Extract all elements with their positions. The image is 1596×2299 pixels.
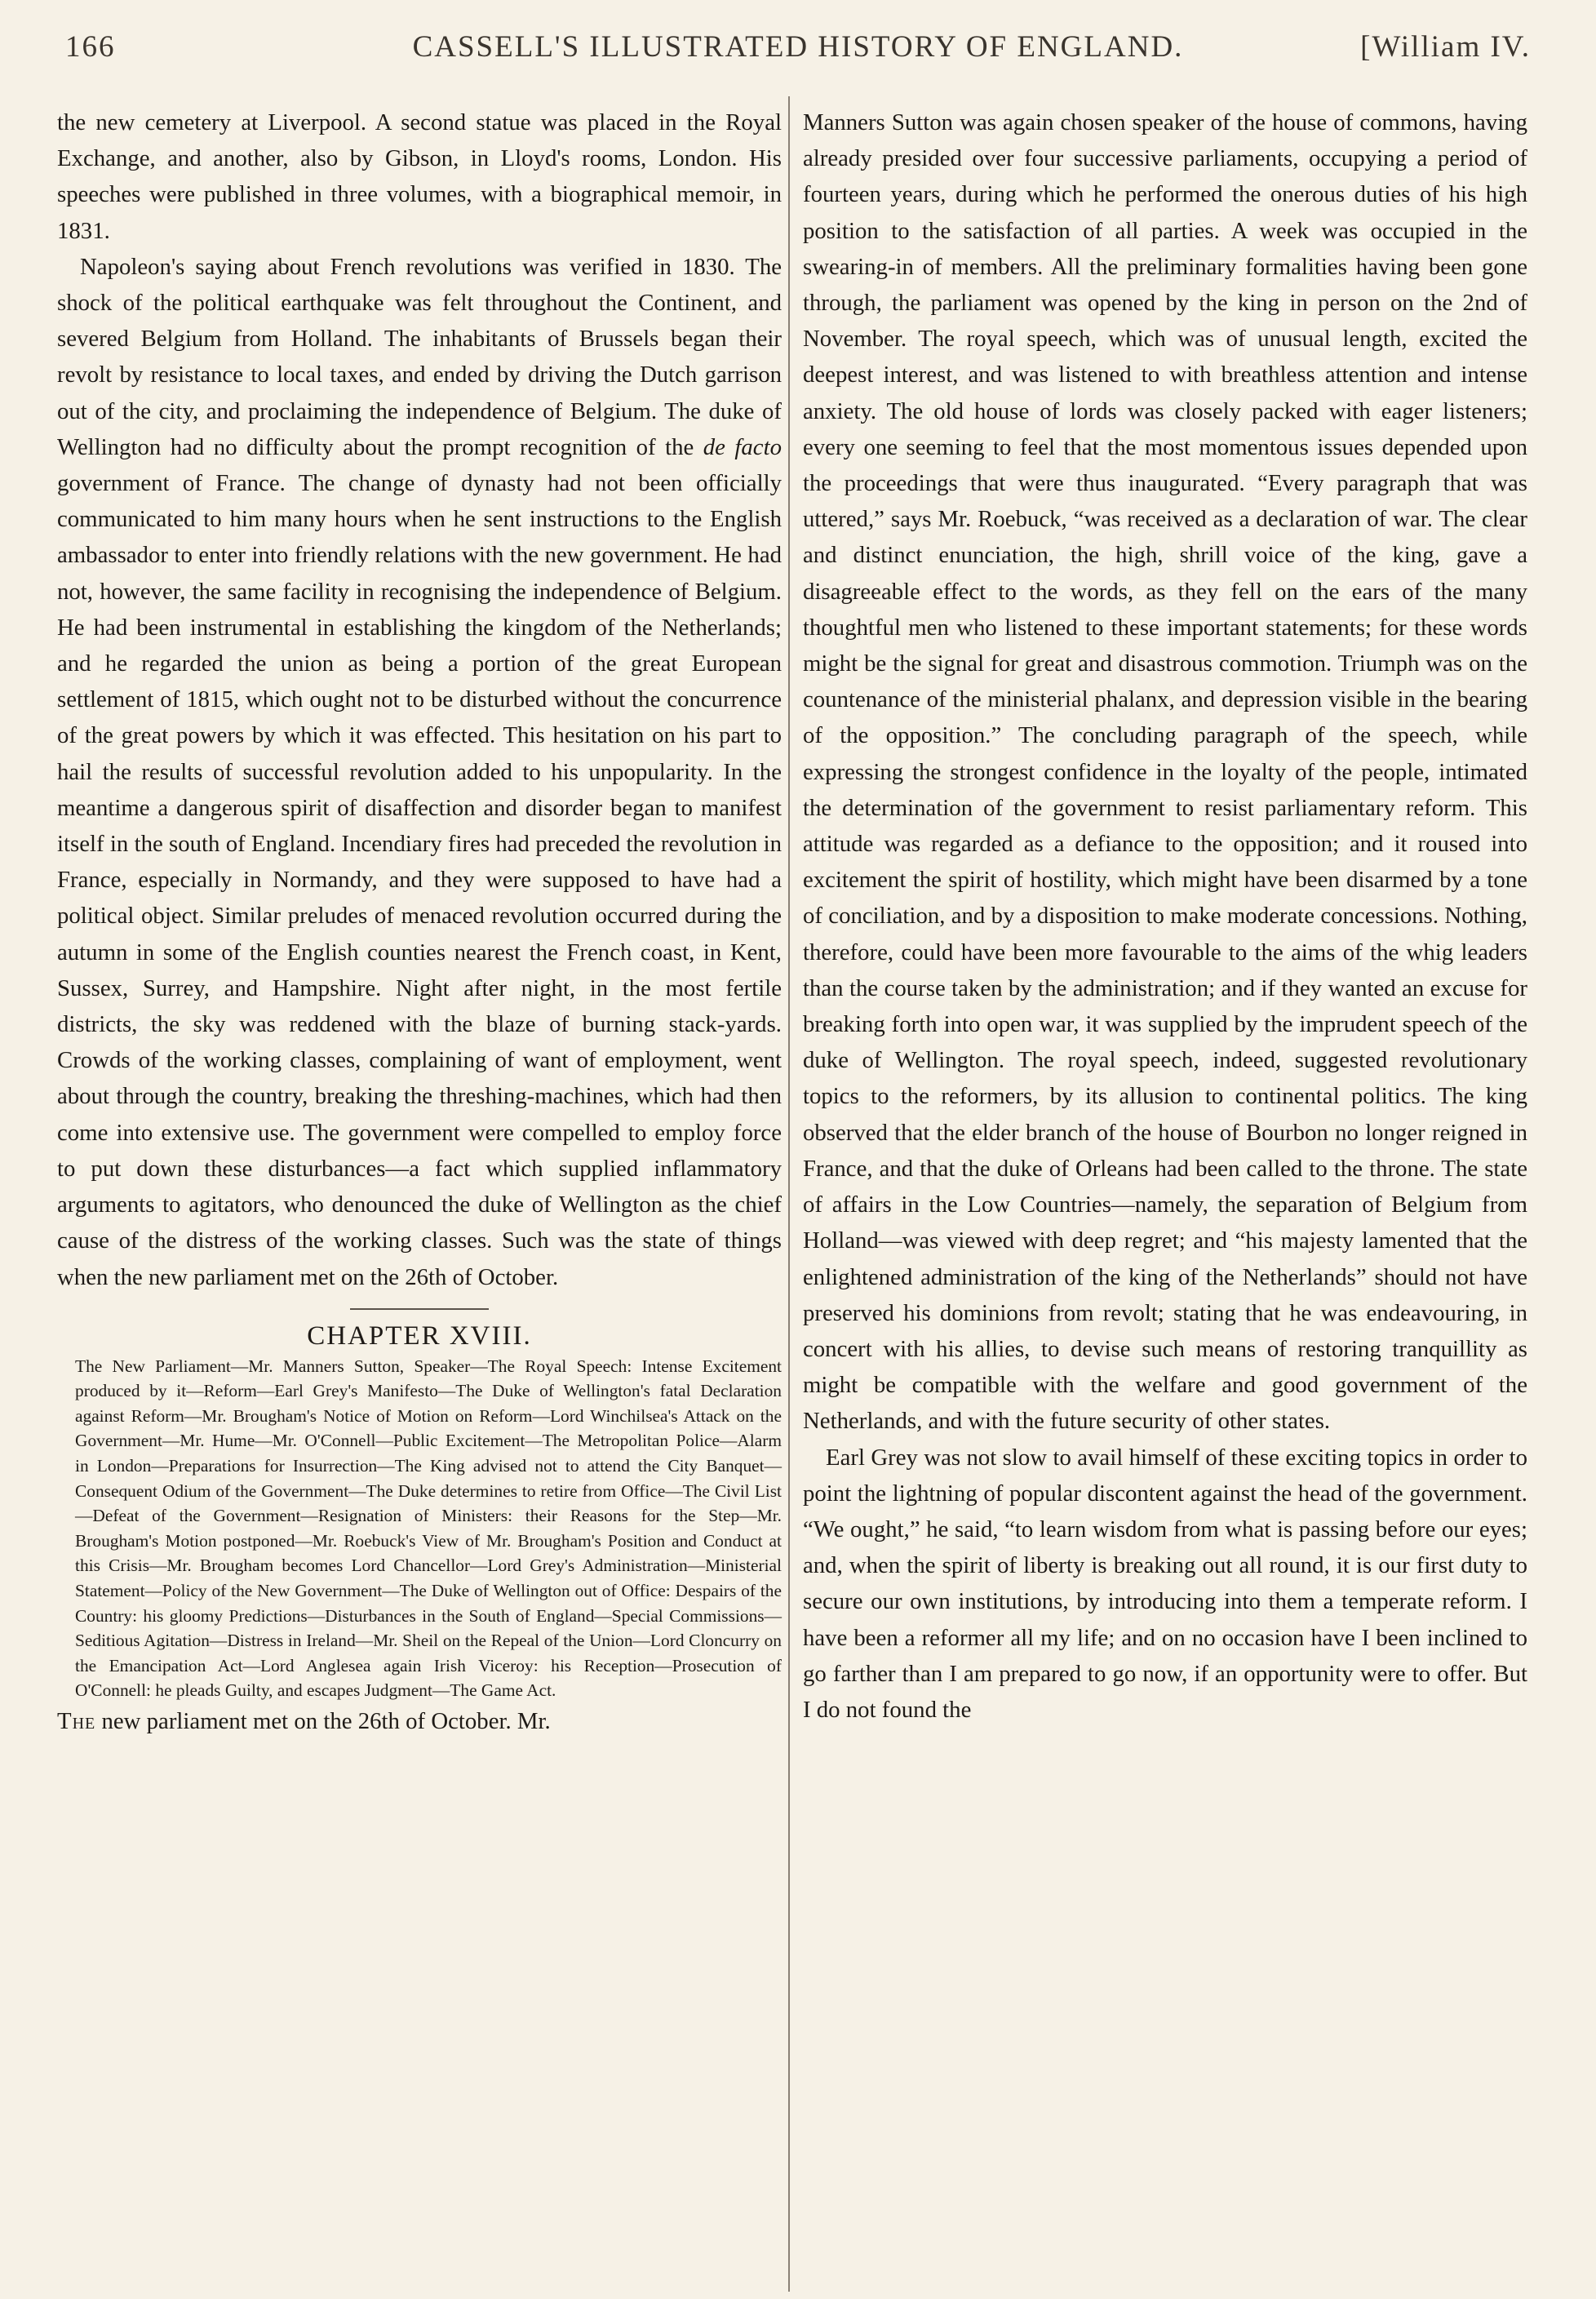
paragraph: Manners Sutton was again chosen speaker of the house of commons, having already presided over four successive parliaments, occupying a period of fourteen years, during which he performed the onerous duties of his high position to the satisfaction of all parties. A week was occupied in the swearing-in of members. All the preliminary formalities having been gone through, the parliament was opened by the king in person on the 2nd of November. The royal speech, which was of unusual length, excited the deepest interest, and was listened to with breathless attention and intense anxiety. The old house of lords was closely packed with eager listeners; every one seeming to feel that the most momentous issues depended upon the proceedings that were thus inaugurated. “Every paragraph that was uttered,” says Mr. Roebuck, “was received as a declaration of war. The clear and distinct enunciation, the high, shrill voice of the king, gave a disagreeable effect to the words, as they fell on the ears of the many thoughtful men who listened to these important statements; for these words might be the signal for great and disastrous commotion. Triumph was on the countenance of the ministerial phalanx, and depression visible in the bearing of the opposition.” The concluding paragraph of the speech, while expressing the strongest confidence in the loyalty of the people, intimated the determination of the government to resist parliamentary reform. This attitude was regarded as a defiance to the opposition; and it roused into excitement the spirit of hostility, which might have been disarmed by a tone of conciliation, and by a disposition to make moderate concessions. Nothing, therefore, could have been more favourable to the aims of the whig leaders than the course taken by the administration; and if they wanted an excuse for breaking forth into open war, it was supplied by the imprudent speech of the duke of Wellington. The royal speech, indeed, suggested revolutionary topics to the reformers, by its allusion to continental politics. The king observed that the elder branch of the house of Bourbon no longer reigned in France, and that the duke of Orleans had been called to the throne. The state of affairs in the Low Countries—namely, the separation of Belgium from Holland—was viewed with deep regret; and “his majesty lamented that the enlightened administration of the king of the Netherlands” should not have preserved his dominions from revolt; stating that he was endeavouring, in concert with his allies, to devise such means of restoring tranquillity as might be compatible with the welfare and good government of the Netherlands, and with the future security of other states.: [803, 109, 1527, 1435]
paragraph: [57, 1703, 782, 1739]
paragraph: [57, 249, 782, 1295]
running-title: CASSELL'S ILLUSTRATED HISTORY OF ENGLAND.: [412, 30, 1184, 64]
reign-label: [William IV.: [1360, 30, 1531, 64]
opening-word: The: [57, 1708, 96, 1735]
column-divider: [788, 96, 790, 2292]
page-number: 166: [65, 30, 116, 64]
running-header: [65, 29, 1531, 72]
italic-phrase: de facto: [703, 433, 782, 460]
chapter-rule: [350, 1308, 489, 1310]
paragraph-text: government of France. The change of dynasty had not been officially communicated to him many hours when he sent instructions to the English ambassador to enter into friendly relations with the new government. He had not, however, the same facility in recognising the independence of Belgium. He had been instrumental in establishing the kingdom of the Netherlands; and he regarded the union as being a portion of the great European settlement of 1815, which ought not to be disturbed without the concurrence of the great powers by which it was effected. This hesitation on his part to hail the results of successful revolution added to his unpopularity. In the meantime a dangerous spirit of disaffection and disorder began to manifest itself in the south of England. Incendiary fires had preceded the revolution in France, especially in Normandy, and they were supposed to have had a political object. Similar preludes of menaced revolution occurred during the autumn in some of the English counties nearest the French coast, in Kent, Sussex, Surrey, and Hampshire. Night after night, in the most fertile districts, the sky was reddened with the blaze of burning stack-yards. Crowds of the working classes, complaining of want of employment, went about through the country, breaking the threshing-machines, which had then come into extensive use. The government were compelled to employ force to put down these disturbances—a fact which supplied inflammatory arguments to agitators, who denounced the duke of Wellington as the chief cause of the distress of the working classes. Such was the state of things when the new parliament met on the 26th of October.: [57, 470, 782, 1290]
left-column: [57, 104, 782, 1739]
paragraph-text: Napoleon's saying about French revolutions was verified in 1830. The shock of the political earthquake was felt throughout the Continent, and severed Belgium from Holland. The inhabitants of Brussels began their revolt by resistance to local taxes, and ended by driving the Dutch garrison out of the city, and proclaiming the independence of Belgium. The duke of Wellington had no difficulty about the prompt recognition of the: [57, 253, 782, 460]
chapter-summary: The New Parliament—Mr. Manners Sutton, Speaker—The Royal Speech: Intense Excitement produced by it—Reform—Earl Grey's Manifesto—The Duke of Wellington's fatal Declaration against Reform—Mr. Brougham's Notice of Motion on Reform—Lord Winchilsea's Attack on the Government—Mr. Hume—Mr. O'Connell—Public Excitement—The Metropolitan Police—Alarm in London—Preparations for Insurrection—The King advised not to attend the City Banquet—Consequent Odium of the Government—The Duke determines to retire from Office—The Civil List—Defeat of the Government—Resignation of Ministers: their Reasons for the Step—Mr. Brougham's Motion postponed—Mr. Roebuck's View of Mr. Brougham's Position and Conduct at this Crisis—Mr. Brougham becomes Lord Chancellor—Lord Grey's Administration—Ministerial Statement—Policy of the New Government—The Duke of Wellington out of Office: Despairs of the Country: his gloomy Predictions—Disturbances in the South of England—Special Commissions—Seditious Agitation—Distress in Ireland—Mr. Sheil on the Repeal of the Union—Lord Cloncurry on the Emancipation Act—Lord Anglesea again Irish Viceroy: his Reception—Prosecution of O'Connell: he pleads Guilty, and escapes Judgment—The Game Act.: [75, 1356, 782, 1701]
right-column: [803, 104, 1527, 1728]
paragraph: Earl Grey was not slow to avail himself of these exciting topics in order to point the lightning of popular discontent against the head of the government. “We ought,” he said, “to learn wisdom from what is passing before our eyes; and, when the spirit of liberty is breaking out all round, it is our first duty to secure our own institutions, by introducing into them a temperate reform. I have been a reformer all my life; and on no occasion have I been inclined to go farther than I am prepared to go now, if an opportunity were to offer. But I do not found the: [803, 1444, 1527, 1723]
chapter-title: CHAPTER XVIII.: [307, 1320, 532, 1351]
paragraph-text: new parliament met on the 26th of October. Mr.: [101, 1708, 551, 1735]
paragraph: the new cemetery at Liverpool. A second statue was placed in the Royal Exchange, and another, also by Gibson, in Lloyd's rooms, London. His speeches were published in three volumes, with a biographical memoir, in 1831.: [57, 109, 782, 244]
